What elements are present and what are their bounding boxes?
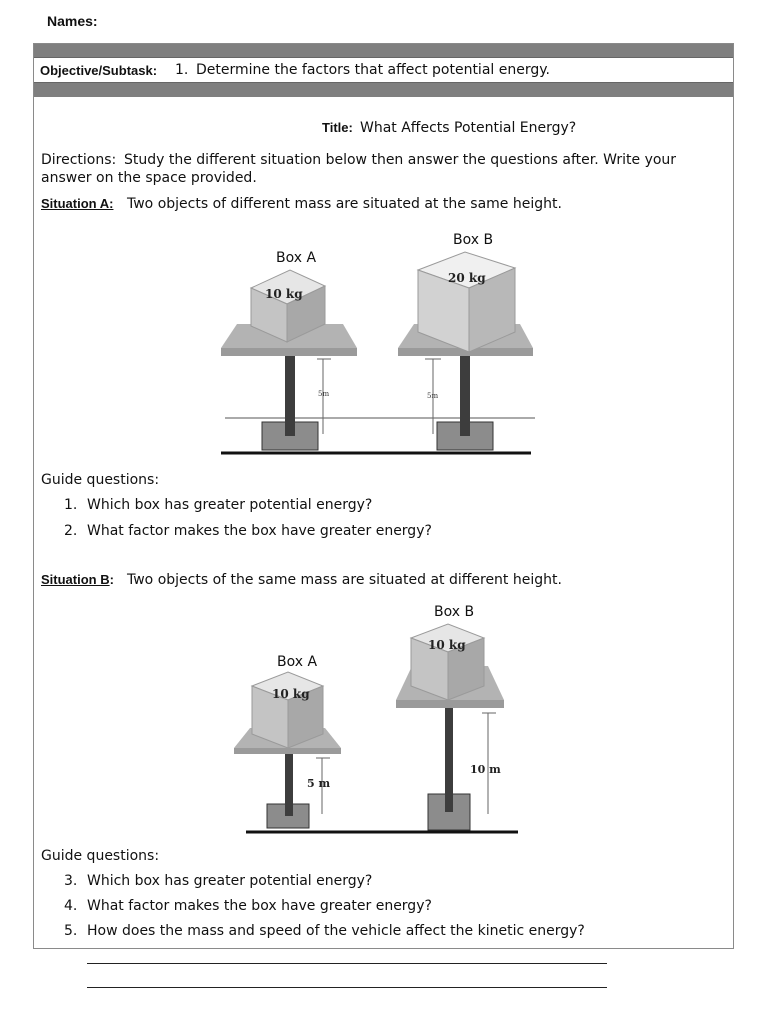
height-b-label: 5m [427,392,439,400]
objective-label: Objective/Subtask: [40,63,158,78]
box-b-cube [418,252,515,352]
situation-a-box-b-label: Box B [453,232,494,248]
title-label: Title: [322,120,353,135]
situation-a-diagram [215,248,545,460]
situation-b-text: Two objects of the same mass are situated at different height. [127,572,562,588]
question-2-text: What factor makes the box have greater energy? [87,523,432,539]
question-3-text: Which box has greater potential energy? [87,873,373,889]
box-b-a-mass: 10 kg [272,687,310,701]
box-b-a-cube [252,672,323,748]
directions-label: Directions: [41,152,117,168]
question-4-number: 4. [64,898,78,914]
question-1-text: Which box has greater potential energy? [87,497,373,513]
objective-row [34,57,733,83]
box-a-mass: 10 kg [265,287,303,301]
height-b-b-label: 10 m [470,763,501,776]
box-b-mass: 20 kg [448,271,486,285]
situation-b-label: Situation B [41,572,110,587]
question-5-number: 5. [64,923,78,939]
directions-line1: Study the different situation below then answer the questions after. Write your [124,152,677,168]
names-label: Names: [47,13,98,29]
objective-text: Determine the factors that affect potential energy. [196,62,550,78]
question-4-text: What factor makes the box have greater energy? [87,898,432,914]
question-2-number: 2. [64,523,78,539]
guide-b-label: Guide questions: [41,848,160,864]
question-3-number: 3. [64,873,78,889]
situation-b-colon: : [109,572,114,587]
directions-line2: answer on the space provided. [41,170,257,186]
situation-b-box-b-label: Box B [434,604,475,620]
answer-line-2[interactable] [87,987,607,988]
situation-a-label: Situation A: [41,196,114,211]
lower-shaded-bar [34,83,733,97]
question-1-number: 1. [64,497,78,513]
situation-b-box-a-label: Box A [277,654,318,670]
top-shaded-bar [34,44,733,57]
box-b-b-mass: 10 kg [428,638,466,652]
stand-a [221,324,357,450]
guide-a-label: Guide questions: [41,472,160,488]
situation-b-heading [41,572,114,587]
answer-line-1[interactable] [87,963,607,964]
situation-b-diagram [230,620,530,840]
objective-number: 1. [175,62,189,78]
title-text: What Affects Potential Energy? [360,120,577,136]
situation-a-box-a-label: Box A [276,250,317,266]
height-a-label: 5m [318,390,330,398]
box-b-b-cube [411,624,484,700]
situation-a-text: Two objects of different mass are situated at the same height. [127,196,562,212]
height-b-a-label: 5 m [307,777,331,790]
question-5-text: How does the mass and speed of the vehicle affect the kinetic energy? [87,923,585,939]
